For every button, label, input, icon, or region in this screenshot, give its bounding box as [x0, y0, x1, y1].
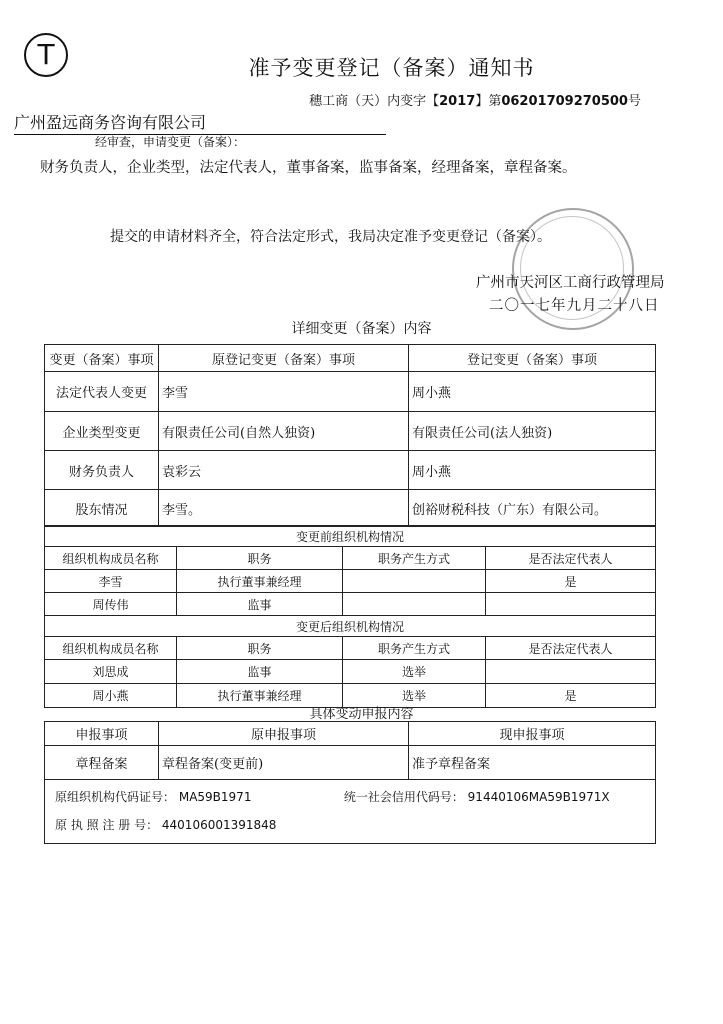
column-header: 申报事项 [45, 722, 159, 746]
change-table-header [45, 345, 656, 372]
column-header: 变更（备案）事项 [45, 345, 159, 372]
is-legal-rep [486, 593, 656, 616]
org-after-header [45, 637, 656, 660]
company-name: 广州盈远商务咨询有限公司 [14, 110, 386, 135]
column-header: 职务产生方式 [343, 547, 486, 570]
original-value: 李雪 [159, 372, 409, 412]
member-name: 李雪 [45, 570, 177, 593]
table-row [45, 412, 656, 451]
change-item: 财务负责人 [45, 451, 159, 490]
document-number: 穗工商（天）内变字【2017】第06201709270500号 [309, 94, 641, 109]
member-position: 执行董事兼经理 [177, 684, 343, 708]
column-header: 是否法定代表人 [486, 547, 656, 570]
credit-code-label: 统一社会信用代码号： [343, 790, 464, 804]
column-header: 职务 [177, 547, 343, 570]
table-row [45, 593, 656, 616]
appointment-method: 选举 [343, 660, 486, 684]
org-structure-table [44, 525, 656, 708]
table-row [45, 372, 656, 412]
decision-text: 提交的申请材料齐全，符合法定形式，我局决定准予变更登记（备案）。 [110, 229, 551, 245]
report-item: 章程备案 [45, 746, 159, 780]
report-section-title: 具体变动申报内容 [309, 707, 414, 722]
current-report: 准予章程备案 [409, 746, 656, 780]
member-name: 周小燕 [45, 684, 177, 708]
org-after-title: 变更后组织机构情况 [45, 616, 656, 637]
report-table [44, 721, 656, 844]
is-legal-rep [486, 660, 656, 684]
registration-codes [45, 780, 656, 844]
table-row [45, 451, 656, 490]
new-value: 周小燕 [409, 451, 656, 490]
member-position: 执行董事兼经理 [177, 570, 343, 593]
is-legal-rep: 是 [486, 570, 656, 593]
appointment-method [343, 570, 486, 593]
member-name: 周传伟 [45, 593, 177, 616]
member-position: 监事 [177, 660, 343, 684]
original-value: 袁彩云 [159, 451, 409, 490]
change-item: 法定代表人变更 [45, 372, 159, 412]
report-table-header [45, 722, 656, 746]
member-name: 刘思成 [45, 660, 177, 684]
column-header: 是否法定代表人 [486, 637, 656, 660]
original-value: 有限责任公司(自然人独资) [159, 412, 409, 451]
document-title: 准予变更登记（备案）通知书 [248, 56, 535, 80]
codes-row [45, 780, 656, 844]
is-legal-rep: 是 [486, 684, 656, 708]
detail-section-title: 详细变更（备案）内容 [291, 321, 432, 337]
appointment-method: 选举 [343, 684, 486, 708]
document-type-badge: T [24, 33, 68, 77]
new-value: 周小燕 [409, 372, 656, 412]
column-header: 原申报事项 [159, 722, 409, 746]
issuing-authority: 广州市天河区工商行政管理局 [476, 275, 665, 291]
org-code-value: MA59B1971 [178, 790, 252, 804]
org-before-title: 变更前组织机构情况 [45, 526, 656, 547]
new-value: 创裕财税科技（广东）有限公司。 [409, 490, 656, 527]
column-header: 组织机构成员名称 [45, 637, 177, 660]
column-header: 组织机构成员名称 [45, 547, 177, 570]
org-after-title-row [45, 616, 656, 637]
credit-code-line [344, 790, 610, 804]
changed-items-list: 财务负责人，企业类型，法定代表人，董事备案，监事备案，经理备案，章程备案。 [40, 160, 577, 176]
reg-no-line [55, 816, 645, 833]
reg-no-value: 440106001391848 [161, 818, 277, 832]
reg-no-label: 原 执 照 注 册 号： [55, 818, 159, 832]
change-item: 企业类型变更 [45, 412, 159, 451]
column-header: 现申报事项 [409, 722, 656, 746]
org-before-header [45, 547, 656, 570]
org-before-title-row [45, 526, 656, 547]
table-row [45, 570, 656, 593]
credit-code-value: 91440106MA59B1971X [467, 790, 610, 804]
table-row [45, 490, 656, 527]
column-header: 登记变更（备案）事项 [409, 345, 656, 372]
org-code-line [55, 788, 340, 805]
new-value: 有限责任公司(法人独资) [409, 412, 656, 451]
column-header: 职务 [177, 637, 343, 660]
issue-date: 二〇一七年九月二十八日 [489, 298, 660, 314]
column-header: 原登记变更（备案）事项 [159, 345, 409, 372]
change-item: 股东情况 [45, 490, 159, 527]
table-row [45, 746, 656, 780]
org-code-label: 原组织机构代码证号： [55, 790, 176, 804]
member-position: 监事 [177, 593, 343, 616]
column-header: 职务产生方式 [343, 637, 486, 660]
original-report: 章程备案(变更前) [159, 746, 409, 780]
table-row [45, 660, 656, 684]
change-table [44, 344, 656, 527]
review-intro: 经审查，申请变更（备案）： [95, 135, 246, 149]
appointment-method [343, 593, 486, 616]
original-value: 李雪。 [159, 490, 409, 527]
